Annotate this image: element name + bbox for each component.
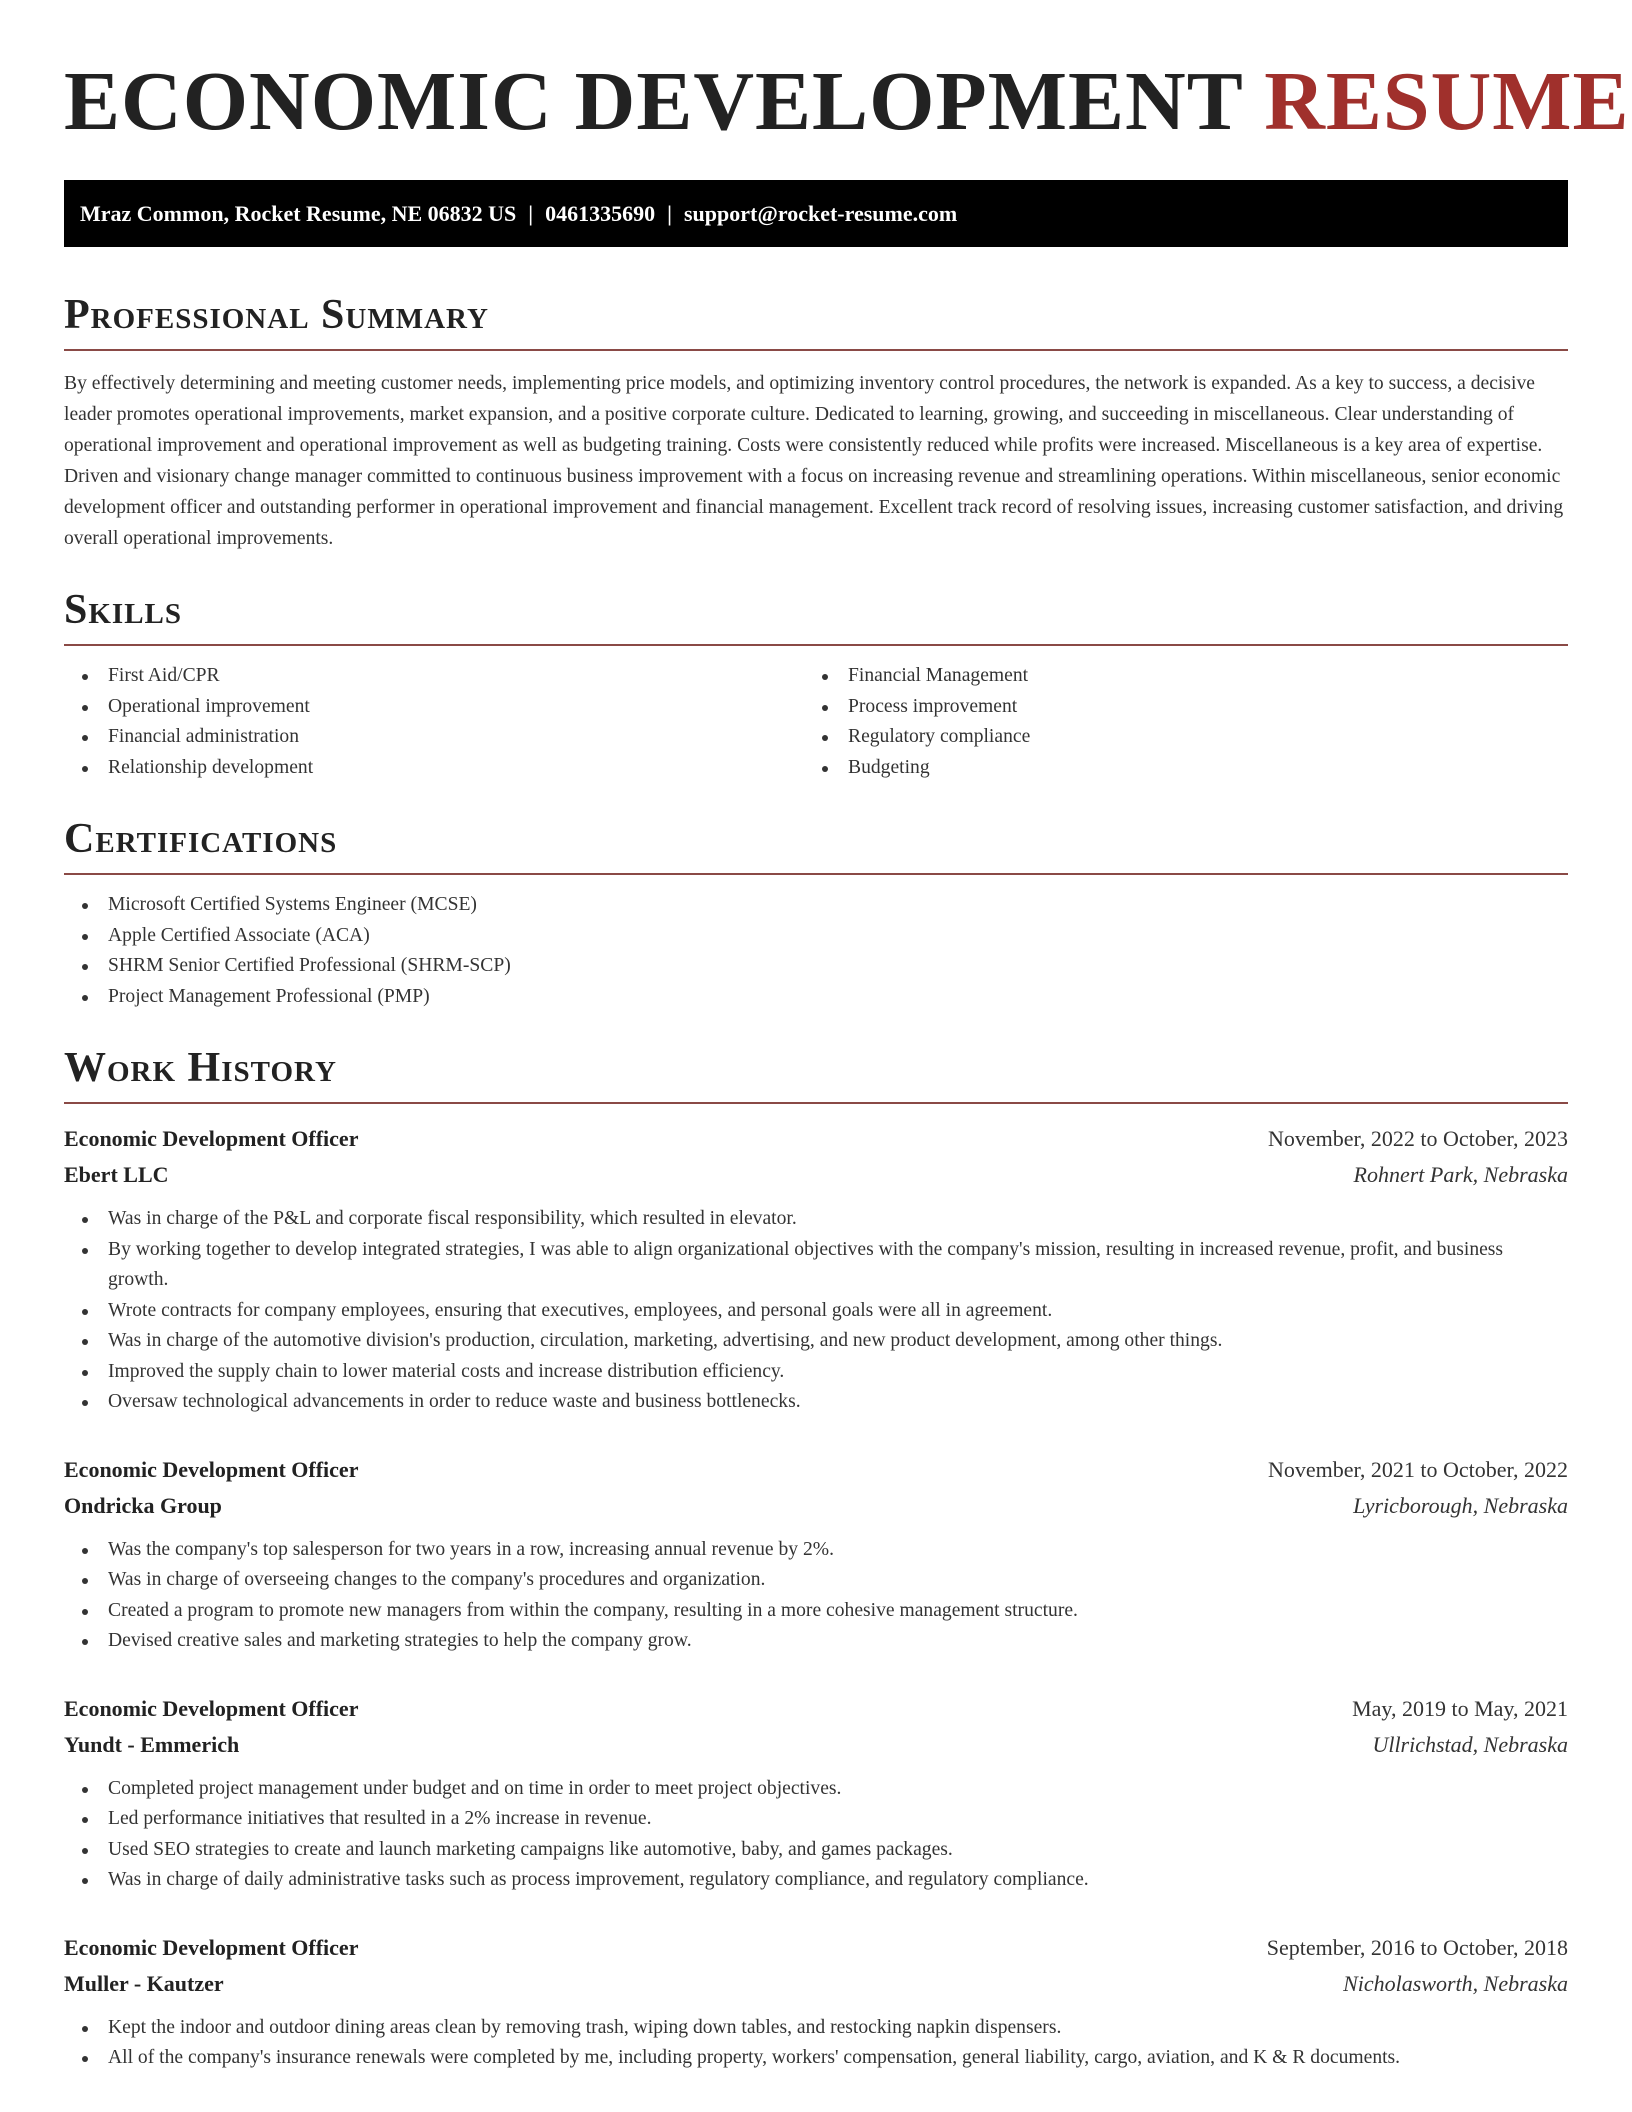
job-bullet: Oversaw technological advancements in order to reduce waste and business bottlenecks. xyxy=(64,1387,1568,1418)
job-company-row xyxy=(64,1488,1568,1524)
job-entry xyxy=(64,1930,1568,2074)
job-bullet: Completed project management under budget and on time in order to meet project objectives. xyxy=(64,1774,1568,1805)
job-header-row xyxy=(64,1452,1568,1488)
skill-item: Relationship development xyxy=(64,753,804,784)
job-company: Ebert LLC xyxy=(64,1162,169,1187)
skills-section xyxy=(64,584,1568,783)
job-entry xyxy=(64,1691,1568,1896)
job-bullets xyxy=(64,1774,1568,1896)
skills-list-left xyxy=(64,661,804,783)
job-bullet: Created a program to promote new managers from within the company, resulting in a more cohesive management structure. xyxy=(64,1596,1568,1627)
job-dates: May, 2019 to May, 2021 xyxy=(1352,1695,1568,1721)
summary-section xyxy=(64,289,1568,554)
job-title: Economic Development Officer xyxy=(64,1126,359,1151)
work-history-heading: Work History xyxy=(64,1042,1568,1104)
certification-item: Apple Certified Associate (ACA) xyxy=(64,921,1568,952)
skill-item: Financial administration xyxy=(64,722,804,753)
job-bullet: Used SEO strategies to create and launch marketing campaigns like automotive, baby, and games packages. xyxy=(64,1835,1568,1866)
job-header-row xyxy=(64,1691,1568,1727)
skill-item: Budgeting xyxy=(804,753,1544,784)
job-company-row xyxy=(64,1727,1568,1763)
job-title: Economic Development Officer xyxy=(64,1695,359,1721)
certifications-section xyxy=(64,813,1568,1012)
job-dates: September, 2016 to October, 2018 xyxy=(1266,1934,1568,1960)
skills-heading: Skills xyxy=(64,584,1568,646)
job-company: Ondricka Group xyxy=(64,1492,222,1518)
resume-title xyxy=(64,52,1630,152)
job-dates: November, 2021 to October, 2022 xyxy=(1267,1456,1568,1482)
job-bullet: Was the company's top salesperson for two years in a row, increasing annual revenue by 2%. xyxy=(64,1535,1568,1566)
job-entry xyxy=(64,1121,1568,1418)
skill-item: Financial Management xyxy=(804,661,1544,692)
skill-item: Process improvement xyxy=(804,692,1544,723)
job-company-row xyxy=(64,1157,1568,1193)
job-bullet: Devised creative sales and marketing strategies to help the company grow. xyxy=(64,1626,1568,1657)
job-company-row xyxy=(64,1966,1568,2002)
job-location: Ullrichstad, Nebraska xyxy=(1372,1731,1568,1757)
job-location: Nicholasworth, Nebraska xyxy=(1343,1970,1568,1996)
certifications-heading: Certifications xyxy=(64,813,1568,875)
job-bullet: By working together to develop integrated strategies, I was able to align organizational objectives with the company's mission, resulting in increased revenue, profit, and business growth. xyxy=(64,1235,1568,1296)
job-header-row xyxy=(64,1930,1568,1966)
job-title: Economic Development Officer xyxy=(64,1456,359,1482)
job-location: Lyricborough, Nebraska xyxy=(1353,1492,1568,1518)
skills-grid xyxy=(64,661,1568,783)
certification-item: Microsoft Certified Systems Engineer (MCSE) xyxy=(64,890,1568,921)
work-history-section xyxy=(64,1042,1568,2074)
certifications-list xyxy=(64,890,1568,1012)
contact-address: Mraz Common, Rocket Resume, NE 06832 US xyxy=(80,201,517,226)
job-bullet: Was in charge of daily administrative tasks such as process improvement, regulatory compliance, and regulatory compliance. xyxy=(64,1865,1568,1896)
contact-email: support@rocket-resume.com xyxy=(684,201,958,226)
skill-item: Operational improvement xyxy=(64,692,804,723)
contact-phone: 0461335690 xyxy=(545,201,656,226)
job-entry xyxy=(64,1452,1568,1657)
skill-item: First Aid/CPR xyxy=(64,661,804,692)
summary-text: By effectively determining and meeting customer needs, implementing price models, and optimizing inventory control procedures, the network is expanded. As a key to success, a decisive leader promotes operational improvements, market expansion, and a positive corporate culture. Dedicated to learning, growing, and succeeding in miscellaneous. Clear understanding of operational improvement and operational improvement as well as budgeting training. Costs were consistently reduced while profits were increased. Miscellaneous is a key area of expertise. Driven and visionary change manager committed to continuous business improvement with a focus on increasing revenue and streamlining operations. Within miscellaneous, senior economic development officer and outstanding performer in operational improvement and financial management. Excellent track record of resolving issues, increasing customer satisfaction, and driving overall operational improvements. xyxy=(64,373,1564,549)
job-company: Muller - Kautzer xyxy=(64,1970,224,1996)
job-bullet: Wrote contracts for company employees, ensuring that executives, employees, and personal goals were all in agreement. xyxy=(64,1296,1568,1327)
job-bullets xyxy=(64,1204,1568,1418)
job-title: Economic Development Officer xyxy=(64,1934,359,1960)
job-bullet: All of the company's insurance renewals were completed by me, including property, workers' compensation, general liability, cargo, aviation, and K & R documents. xyxy=(64,2043,1568,2074)
job-dates: November, 2022 to October, 2023 xyxy=(1267,1126,1568,1151)
contact-separator: | xyxy=(667,201,672,226)
job-bullets xyxy=(64,2013,1568,2074)
certification-item: Project Management Professional (PMP) xyxy=(64,982,1568,1013)
job-location: Rohnert Park, Nebraska xyxy=(1353,1162,1568,1187)
job-header-row xyxy=(64,1121,1568,1157)
title-accent: RESUME xyxy=(1264,55,1630,148)
job-bullet: Was in charge of overseeing changes to the company's procedures and organization. xyxy=(64,1565,1568,1596)
summary-heading: Professional Summary xyxy=(64,289,1568,351)
job-bullets xyxy=(64,1535,1568,1657)
skills-list-right xyxy=(804,661,1544,783)
certification-item: SHRM Senior Certified Professional (SHRM-SCP) xyxy=(64,951,1568,982)
job-bullet: Improved the supply chain to lower material costs and increase distribution efficiency. xyxy=(64,1357,1568,1388)
title-main: ECONOMIC DEVELOPMENT xyxy=(64,55,1243,148)
contact-separator: | xyxy=(528,201,534,226)
job-bullet: Led performance initiatives that resulted in a 2% increase in revenue. xyxy=(64,1804,1568,1835)
job-bullet: Was in charge of the P&L and corporate fiscal responsibility, which resulted in elevator. xyxy=(64,1204,1568,1235)
skill-item: Regulatory compliance xyxy=(804,722,1544,753)
contact-bar xyxy=(64,180,1568,247)
job-bullet: Kept the indoor and outdoor dining areas clean by removing trash, wiping down tables, and restocking napkin dispensers. xyxy=(64,2013,1568,2044)
job-company: Yundt - Emmerich xyxy=(64,1731,240,1757)
job-bullet: Was in charge of the automotive division's production, circulation, marketing, advertising, and new product development, among other things. xyxy=(64,1326,1568,1357)
